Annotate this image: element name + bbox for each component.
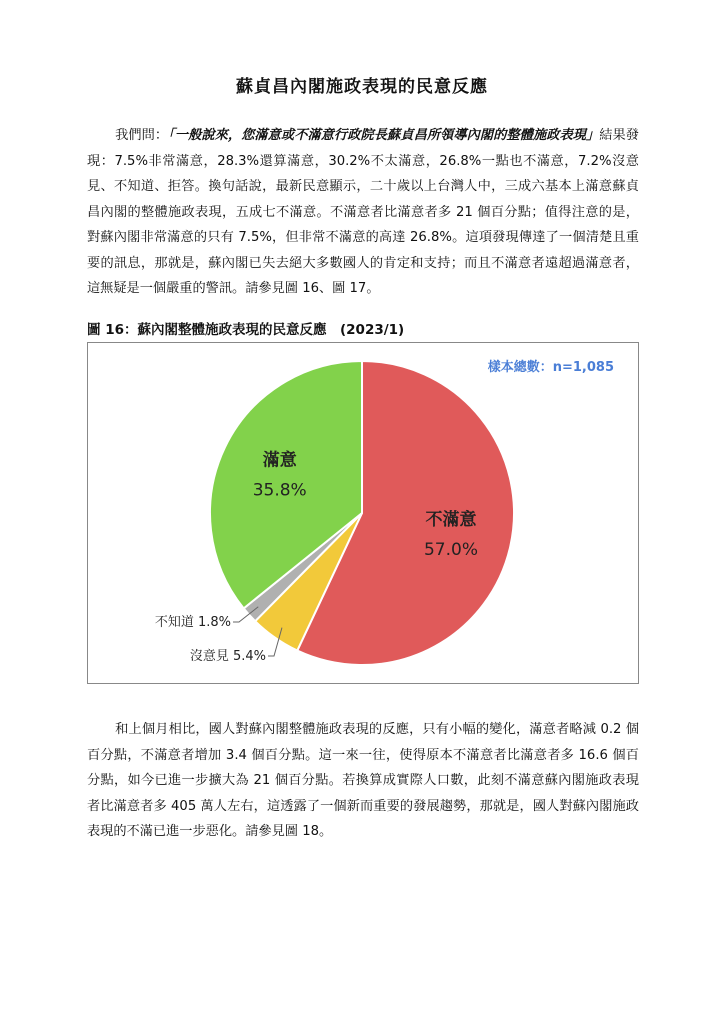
pie-chart — [88, 343, 640, 685]
paragraph-1 — [87, 123, 639, 302]
paragraph-2-body: 和上個月相比，國人對蘇內閣整體施政表現的反應，只有小幅的變化，滿意者略減 0.2 個百分點，不滿意者增加 3.4 個百分點。這一來一往，使得原本不滿意者比滿意者多 16.6 個百分點，如今已進一步擴大為 21 個百分點。若換算成實際人口數，此刻不滿意蘇內閣施政表現者比滿意者多 405 萬人左右，這透露了一個新而重要的發展趨勢，那就是，國人對蘇內閣施政表現的不滿已進一步惡化。請參見圖 18。 — [87, 722, 639, 839]
pie-label-0: 不滿意 — [425, 509, 477, 530]
chart-frame — [87, 342, 639, 684]
pie-label-1: 沒意見 5.4% — [189, 649, 266, 664]
paragraph-2 — [87, 717, 639, 845]
paragraph-1-lead: 我們問： — [115, 128, 169, 143]
pie-label-3: 滿意 — [262, 450, 297, 471]
pie-value-3: 35.8% — [252, 480, 307, 501]
figure-caption: 圖 16：蘇內閣整體施政表現的民意反應 (2023/1) — [87, 322, 405, 338]
paragraph-1-body: 結果發現：7.5%非常滿意，28.3%還算滿意，30.2%不太滿意，26.8%一點也不滿意，7.2%沒意見、不知道、拒答。換句話說，最新民意顯示，二十歲以上台灣人中，三成六基本上滿意蘇貞昌內閣的整體施政表現，五成七不滿意。不滿意者比滿意者多 21 個百分點；值得注意的是，對蘇內閣非常滿意的只有 7.5%，但非常不滿意的高達 26.8%。這項發現傳達了一個清楚且重要的訊息，那就是，蘇內閣已失去絕大多數國人的肯定和支持；而且不滿意者遠超過滿意者，這無疑是一個嚴重的警訊。請參見圖 16、圖 17。 — [87, 128, 639, 296]
pie-value-0: 57.0% — [423, 539, 479, 560]
survey-question: 「一般說來，您滿意或不滿意行政院長蘇貞昌所領導內閣的整體施政表現」 — [168, 128, 600, 143]
pie-label-2: 不知道 1.8% — [154, 615, 231, 630]
sample-size-label: 樣本總數：n=1,085 — [487, 360, 614, 375]
page-title: 蘇貞昌內閣施政表現的民意反應 — [236, 77, 488, 97]
